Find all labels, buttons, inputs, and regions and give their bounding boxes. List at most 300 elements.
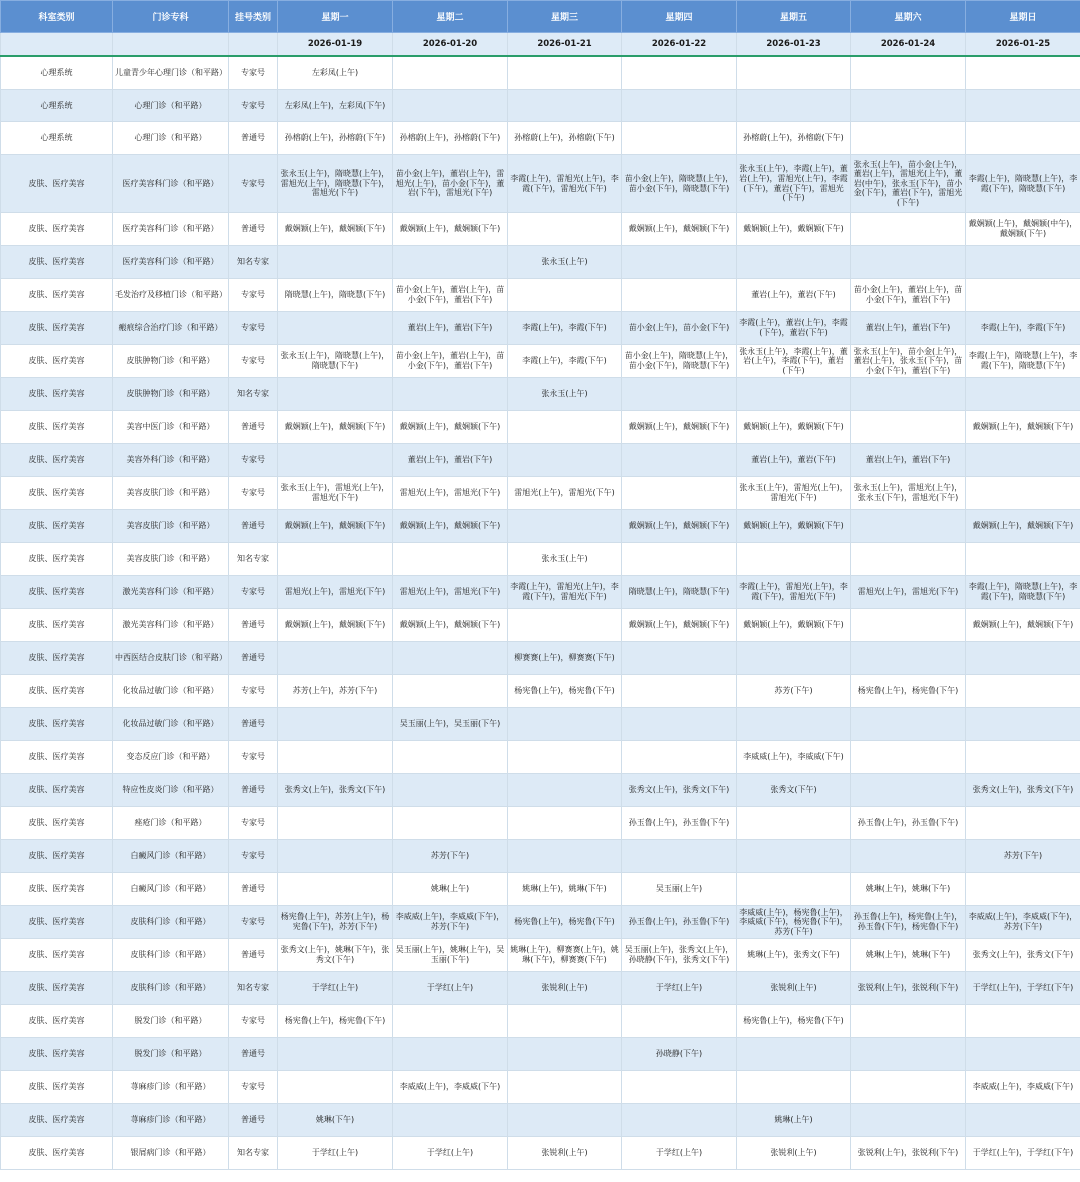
- dept-cell: 皮肤、医疗美容: [1, 1005, 113, 1038]
- schedule-cell: [393, 56, 508, 90]
- dept-cell: 心理系统: [1, 122, 113, 155]
- schedule-cell: 苏芳(下午): [737, 675, 851, 708]
- table-row: [1, 444, 1080, 477]
- clinic-cell: 中西医结合皮肤门诊（和平路）: [113, 642, 229, 675]
- schedule-cell: 张秀文(上午)，张秀文(下午): [278, 774, 393, 807]
- dept-cell: 皮肤、医疗美容: [1, 543, 113, 576]
- schedule-cell: [851, 411, 966, 444]
- column-header: 星期六: [851, 1, 966, 33]
- schedule-cell: [851, 741, 966, 774]
- dept-cell: 皮肤、医疗美容: [1, 741, 113, 774]
- table-row: [1, 1104, 1080, 1137]
- schedule-cell: 姚琳(上午)，柳赛赛(上午)，姚琳(下午)，柳赛赛(下午): [508, 939, 622, 972]
- schedule-cell: 孙玉鲁(上午)，孙玉鲁(下午): [622, 906, 737, 939]
- schedule-cell: [278, 708, 393, 741]
- schedule-cell: [622, 1071, 737, 1104]
- reg-type-cell: 普通号: [229, 774, 278, 807]
- reg-type-cell: 专家号: [229, 279, 278, 312]
- schedule-cell: [851, 1005, 966, 1038]
- table-row: [1, 873, 1080, 906]
- clinic-cell: 医疗美容科门诊（和平路）: [113, 213, 229, 246]
- reg-type-cell: 专家号: [229, 90, 278, 122]
- clinic-cell: 特应性皮炎门诊（和平路）: [113, 774, 229, 807]
- schedule-cell: 左彩凤(上午)，左彩凤(下午): [278, 90, 393, 122]
- date-row: [1, 33, 1080, 57]
- schedule-cell: [393, 90, 508, 122]
- clinic-cell: 变态反应门诊（和平路）: [113, 741, 229, 774]
- schedule-cell: [508, 741, 622, 774]
- schedule-cell: 苗小金(上午)，隋晓慧(上午)，苗小金(下午)，隋晓慧(下午): [622, 155, 737, 213]
- schedule-cell: 于学红(上午): [622, 972, 737, 1005]
- schedule-cell: 戴娴颖(上午)，戴娴颖(下午): [737, 609, 851, 642]
- reg-type-cell: 专家号: [229, 906, 278, 939]
- clinic-cell: 脱发门诊（和平路）: [113, 1005, 229, 1038]
- schedule-cell: [393, 774, 508, 807]
- clinic-cell: 医疗美容科门诊（和平路）: [113, 246, 229, 279]
- schedule-cell: 戴娴颖(上午)，戴娴颖(下午): [393, 510, 508, 543]
- schedule-cell: [278, 444, 393, 477]
- schedule-cell: 隋晓慧(上午)，隋晓慧(下午): [278, 279, 393, 312]
- schedule-cell: [278, 543, 393, 576]
- schedule-cell: [622, 477, 737, 510]
- schedule-cell: 戴娴颖(上午)，戴娴颖(下午): [966, 411, 1080, 444]
- dept-cell: 皮肤、医疗美容: [1, 510, 113, 543]
- schedule-cell: 张永玉(上午)，隋晓慧(上午)，雷旭光(上午)，隋晓慧(下午)，雷旭光(下午): [278, 155, 393, 213]
- reg-type-cell: 专家号: [229, 155, 278, 213]
- clinic-cell: 心理门诊（和平路）: [113, 122, 229, 155]
- clinic-cell: 心理门诊（和平路）: [113, 90, 229, 122]
- schedule-cell: [622, 1104, 737, 1137]
- table-row: [1, 122, 1080, 155]
- schedule-cell: [393, 741, 508, 774]
- schedule-cell: 苏芳(下午): [393, 840, 508, 873]
- schedule-cell: 苗小金(上午)，董岩(上午)，苗小金(下午)，董岩(下午): [393, 345, 508, 378]
- dept-cell: 皮肤、医疗美容: [1, 477, 113, 510]
- dept-cell: 皮肤、医疗美容: [1, 411, 113, 444]
- clinic-cell: 皮肤肿物门诊（和平路）: [113, 345, 229, 378]
- schedule-cell: 苗小金(上午)，董岩(上午)，苗小金(下午)，董岩(下午): [393, 279, 508, 312]
- reg-type-cell: 专家号: [229, 56, 278, 90]
- table-row: [1, 675, 1080, 708]
- schedule-cell: [966, 675, 1080, 708]
- schedule-cell: 戴娴颖(上午)，戴娴颖(下午): [966, 510, 1080, 543]
- dept-cell: 皮肤、医疗美容: [1, 246, 113, 279]
- schedule-cell: [851, 840, 966, 873]
- reg-type-cell: 普通号: [229, 1104, 278, 1137]
- date-header-empty: [1, 33, 113, 57]
- schedule-cell: 杨宪鲁(上午)，杨宪鲁(下午): [508, 675, 622, 708]
- reg-type-cell: 普通号: [229, 609, 278, 642]
- schedule-cell: 苗小金(上午)，苗小金(下午): [622, 312, 737, 345]
- table-row: [1, 411, 1080, 444]
- schedule-cell: 董岩(上午)，董岩(下午): [393, 444, 508, 477]
- schedule-cell: [851, 122, 966, 155]
- reg-type-cell: 专家号: [229, 345, 278, 378]
- schedule-cell: [508, 56, 622, 90]
- table-row: [1, 708, 1080, 741]
- reg-type-cell: 知名专家: [229, 246, 278, 279]
- schedule-cell: 李霞(上午)，隋晓慧(上午)，李霞(下午)，隋晓慧(下午): [966, 345, 1080, 378]
- date-header: 2026-01-21: [508, 33, 622, 57]
- clinic-cell: 脱发门诊（和平路）: [113, 1038, 229, 1071]
- schedule-cell: 张秀文(上午)，姚琳(下午)，张秀文(下午): [278, 939, 393, 972]
- schedule-cell: 张锐利(上午)，张锐利(下午): [851, 972, 966, 1005]
- schedule-cell: 张锐利(上午): [737, 1137, 851, 1170]
- schedule-cell: [851, 543, 966, 576]
- schedule-cell: 于学红(上午): [278, 1137, 393, 1170]
- schedule-cell: [508, 1038, 622, 1071]
- dept-cell: 心理系统: [1, 90, 113, 122]
- schedule-cell: 张永玉(上午)，隋晓慧(上午)，隋晓慧(下午): [278, 345, 393, 378]
- dept-cell: 皮肤、医疗美容: [1, 1137, 113, 1170]
- clinic-cell: 化妆品过敏门诊（和平路）: [113, 708, 229, 741]
- clinic-cell: 瘢痕综合治疗门诊（和平路）: [113, 312, 229, 345]
- schedule-cell: 李威威(上午)，杨宪鲁(上午)，李威威(下午)，杨宪鲁(下午)，苏芳(下午): [737, 906, 851, 939]
- column-header: 星期日: [966, 1, 1080, 33]
- schedule-cell: 戴娴颖(上午)，戴娴颖(下午): [622, 510, 737, 543]
- table-row: [1, 1038, 1080, 1071]
- schedule-cell: 张永玉(上午)，李霞(上午)，董岩(上午)，李霞(下午)，董岩(下午): [737, 345, 851, 378]
- schedule-cell: [851, 642, 966, 675]
- date-header-empty: [229, 33, 278, 57]
- schedule-cell: 张秀文(上午)，张秀文(下午): [966, 774, 1080, 807]
- schedule-cell: [393, 642, 508, 675]
- schedule-cell: [508, 1005, 622, 1038]
- schedule-cell: 戴娴颖(上午)，戴娴颖(下午): [737, 411, 851, 444]
- schedule-cell: [622, 444, 737, 477]
- schedule-cell: 杨宪鲁(上午)，杨宪鲁(下午): [851, 675, 966, 708]
- table-row: [1, 543, 1080, 576]
- schedule-cell: 张秀文(上午)，张秀文(下午): [966, 939, 1080, 972]
- schedule-cell: [622, 741, 737, 774]
- reg-type-cell: 专家号: [229, 477, 278, 510]
- schedule-cell: 李霞(上午)，雷旭光(上午)，李霞(下午)，雷旭光(下午): [508, 155, 622, 213]
- schedule-cell: [737, 56, 851, 90]
- schedule-cell: 苗小金(上午)，董岩(上午)，雷旭光(上午)，苗小金(下午)，董岩(下午)，雷旭光(下午): [393, 155, 508, 213]
- schedule-cell: [737, 708, 851, 741]
- reg-type-cell: 知名专家: [229, 1137, 278, 1170]
- table-row: [1, 213, 1080, 246]
- schedule-cell: [966, 873, 1080, 906]
- schedule-cell: [737, 543, 851, 576]
- reg-type-cell: 普通号: [229, 939, 278, 972]
- schedule-cell: [851, 1071, 966, 1104]
- schedule-cell: 苏芳(下午): [966, 840, 1080, 873]
- table-row: [1, 972, 1080, 1005]
- schedule-cell: [966, 807, 1080, 840]
- table-row: [1, 56, 1080, 90]
- schedule-cell: [278, 642, 393, 675]
- dept-cell: 皮肤、医疗美容: [1, 840, 113, 873]
- dept-cell: 心理系统: [1, 56, 113, 90]
- schedule-cell: [393, 378, 508, 411]
- schedule-cell: [622, 675, 737, 708]
- schedule-cell: [622, 708, 737, 741]
- schedule-cell: [508, 213, 622, 246]
- date-header: 2026-01-25: [966, 33, 1080, 57]
- dept-cell: 皮肤、医疗美容: [1, 609, 113, 642]
- schedule-cell: 戴娴颖(上午)，戴娴颖(下午): [393, 411, 508, 444]
- schedule-cell: 杨宪鲁(上午)，杨宪鲁(下午): [508, 906, 622, 939]
- clinic-cell: 激光美容科门诊（和平路）: [113, 576, 229, 609]
- schedule-cell: 董岩(上午)，董岩(下午): [393, 312, 508, 345]
- table-row: [1, 774, 1080, 807]
- schedule-cell: 于学红(上午): [393, 1137, 508, 1170]
- reg-type-cell: 普通号: [229, 642, 278, 675]
- schedule-cell: [737, 246, 851, 279]
- dept-cell: 皮肤、医疗美容: [1, 873, 113, 906]
- schedule-cell: 吴玉丽(上午): [622, 873, 737, 906]
- schedule-cell: [966, 56, 1080, 90]
- table-row: [1, 1137, 1080, 1170]
- schedule-cell: 吴玉丽(上午)，张秀文(上午)，孙晓静(下午)，张秀文(下午): [622, 939, 737, 972]
- reg-type-cell: 普通号: [229, 708, 278, 741]
- schedule-cell: 孙榕蔚(上午)，孙榕蔚(下午): [737, 122, 851, 155]
- dept-cell: 皮肤、医疗美容: [1, 1104, 113, 1137]
- schedule-cell: [966, 642, 1080, 675]
- dept-cell: 皮肤、医疗美容: [1, 675, 113, 708]
- table-row: [1, 576, 1080, 609]
- date-header: 2026-01-20: [393, 33, 508, 57]
- schedule-cell: [278, 246, 393, 279]
- schedule-cell: 张永玉(上午)，雷旭光(上午)，雷旭光(下午): [737, 477, 851, 510]
- schedule-cell: 戴娴颖(上午)，戴娴颖(中午)，戴娴颖(下午): [966, 213, 1080, 246]
- schedule-cell: 张秀文(下午): [737, 774, 851, 807]
- schedule-cell: [966, 246, 1080, 279]
- schedule-cell: [278, 741, 393, 774]
- table-row: [1, 642, 1080, 675]
- schedule-cell: [508, 90, 622, 122]
- reg-type-cell: 知名专家: [229, 378, 278, 411]
- clinic-cell: 毛发治疗及移植门诊（和平路）: [113, 279, 229, 312]
- schedule-cell: [966, 477, 1080, 510]
- table-row: [1, 155, 1080, 213]
- dept-cell: 皮肤、医疗美容: [1, 1071, 113, 1104]
- schedule-cell: 雷旭光(上午)，雷旭光(下午): [393, 477, 508, 510]
- schedule-cell: [393, 1005, 508, 1038]
- reg-type-cell: 专家号: [229, 675, 278, 708]
- dept-cell: 皮肤、医疗美容: [1, 345, 113, 378]
- dept-cell: 皮肤、医疗美容: [1, 576, 113, 609]
- schedule-cell: 姚琳(上午)，姚琳(下午): [508, 873, 622, 906]
- schedule-cell: [622, 90, 737, 122]
- clinic-cell: 白癜风门诊（和平路）: [113, 873, 229, 906]
- table-row: [1, 1071, 1080, 1104]
- schedule-cell: [622, 246, 737, 279]
- schedule-cell: [622, 122, 737, 155]
- dept-cell: 皮肤、医疗美容: [1, 444, 113, 477]
- schedule-cell: 张永玉(上午)，苗小金(上午)，董岩(上午)，雷旭光(上午)，董岩(中午)，张永玉(下午)，苗小金(下午)，董岩(下午)，雷旭光(下午): [851, 155, 966, 213]
- schedule-cell: 雷旭光(上午)，雷旭光(下午): [278, 576, 393, 609]
- schedule-cell: [851, 708, 966, 741]
- schedule-cell: [278, 840, 393, 873]
- schedule-cell: 戴娴颖(上午)，戴娴颖(下午): [393, 213, 508, 246]
- schedule-cell: 戴娴颖(上午)，戴娴颖(下午): [278, 510, 393, 543]
- schedule-cell: 姚琳(下午): [278, 1104, 393, 1137]
- clinic-cell: 医疗美容科门诊（和平路）: [113, 155, 229, 213]
- clinic-cell: 美容皮肤门诊（和平路）: [113, 510, 229, 543]
- table-row: [1, 1005, 1080, 1038]
- clinic-cell: 荨麻疹门诊（和平路）: [113, 1071, 229, 1104]
- schedule-cell: 孙榕蔚(上午)，孙榕蔚(下午): [393, 122, 508, 155]
- table-row: [1, 906, 1080, 939]
- reg-type-cell: 专家号: [229, 444, 278, 477]
- schedule-cell: [508, 840, 622, 873]
- schedule-cell: 张锐利(上午): [508, 972, 622, 1005]
- dept-cell: 皮肤、医疗美容: [1, 378, 113, 411]
- schedule-cell: [508, 411, 622, 444]
- schedule-cell: 董岩(上午)，董岩(下午): [737, 279, 851, 312]
- reg-type-cell: 普通号: [229, 1038, 278, 1071]
- schedule-cell: [851, 90, 966, 122]
- schedule-cell: [851, 510, 966, 543]
- column-header: 挂号类别: [229, 1, 278, 33]
- clinic-cell: 银屑病门诊（和平路）: [113, 1137, 229, 1170]
- clinic-cell: 皮肤肿物门诊（和平路）: [113, 378, 229, 411]
- schedule-cell: 张锐利(上午): [508, 1137, 622, 1170]
- schedule-cell: [622, 543, 737, 576]
- schedule-cell: 李威威(上午)，李威威(下午): [737, 741, 851, 774]
- schedule-cell: 张锐利(上午): [737, 972, 851, 1005]
- column-header: 星期二: [393, 1, 508, 33]
- schedule-cell: [508, 279, 622, 312]
- reg-type-cell: 普通号: [229, 213, 278, 246]
- clinic-cell: 皮肤科门诊（和平路）: [113, 939, 229, 972]
- schedule-cell: [278, 873, 393, 906]
- schedule-cell: 戴娴颖(上午)，戴娴颖(下午): [393, 609, 508, 642]
- schedule-cell: 李霞(上午)，隋晓慧(上午)，李霞(下午)，隋晓慧(下午): [966, 155, 1080, 213]
- reg-type-cell: 知名专家: [229, 543, 278, 576]
- schedule-cell: [278, 1038, 393, 1071]
- schedule-cell: 苗小金(上午)，董岩(上午)，苗小金(下午)，董岩(下午): [851, 279, 966, 312]
- reg-type-cell: 普通号: [229, 411, 278, 444]
- schedule-cell: [278, 1071, 393, 1104]
- date-header: 2026-01-23: [737, 33, 851, 57]
- schedule-cell: [851, 378, 966, 411]
- schedule-cell: 张秀文(上午)，张秀文(下午): [622, 774, 737, 807]
- schedule-cell: [393, 807, 508, 840]
- date-header-empty: [113, 33, 229, 57]
- schedule-cell: 姚琳(上午)，张秀文(下午): [737, 939, 851, 972]
- schedule-cell: 李霞(上午)，李霞(下午): [966, 312, 1080, 345]
- dept-cell: 皮肤、医疗美容: [1, 708, 113, 741]
- clinic-cell: 美容皮肤门诊（和平路）: [113, 477, 229, 510]
- schedule-cell: [737, 1071, 851, 1104]
- schedule-cell: [393, 246, 508, 279]
- schedule-cell: [278, 312, 393, 345]
- schedule-cell: 张永玉(上午): [508, 246, 622, 279]
- schedule-cell: 姚琳(上午): [393, 873, 508, 906]
- clinic-cell: 化妆品过敏门诊（和平路）: [113, 675, 229, 708]
- table-row: [1, 510, 1080, 543]
- dept-cell: 皮肤、医疗美容: [1, 213, 113, 246]
- schedule-cell: 杨宪鲁(上午)，苏芳(上午)，杨宪鲁(下午)，苏芳(下午): [278, 906, 393, 939]
- schedule-cell: 吴玉丽(上午)，吴玉丽(下午): [393, 708, 508, 741]
- clinic-cell: 白癜风门诊（和平路）: [113, 840, 229, 873]
- schedule-cell: 李威威(上午)，李威威(下午)，苏芳(下午): [966, 906, 1080, 939]
- schedule-cell: 李霞(上午)，董岩(上午)，李霞(下午)，董岩(下午): [737, 312, 851, 345]
- table-row: [1, 246, 1080, 279]
- clinic-cell: 美容皮肤门诊（和平路）: [113, 543, 229, 576]
- schedule-cell: 雷旭光(上午)，雷旭光(下午): [851, 576, 966, 609]
- schedule-cell: [966, 543, 1080, 576]
- reg-type-cell: 专家号: [229, 840, 278, 873]
- schedule-cell: 戴娴颖(上午)，戴娴颖(下午): [622, 411, 737, 444]
- schedule-cell: [393, 543, 508, 576]
- schedule-cell: [393, 675, 508, 708]
- table-row: [1, 840, 1080, 873]
- schedule-cell: 于学红(上午)，于学红(下午): [966, 1137, 1080, 1170]
- schedule-cell: [393, 1038, 508, 1071]
- schedule-cell: 戴娴颖(上午)，戴娴颖(下午): [966, 609, 1080, 642]
- schedule-cell: [966, 1005, 1080, 1038]
- reg-type-cell: 专家号: [229, 1005, 278, 1038]
- dept-cell: 皮肤、医疗美容: [1, 807, 113, 840]
- clinic-cell: 儿童青少年心理门诊（和平路）: [113, 56, 229, 90]
- schedule-cell: 戴娴颖(上午)，戴娴颖(下午): [622, 213, 737, 246]
- schedule-cell: 于学红(上午): [393, 972, 508, 1005]
- schedule-cell: [508, 1071, 622, 1104]
- header-row: [1, 1, 1080, 33]
- reg-type-cell: 专家号: [229, 741, 278, 774]
- schedule-cell: 孙玉鲁(上午)，孙玉鲁(下午): [622, 807, 737, 840]
- schedule-cell: 戴娴颖(上午)，戴娴颖(下午): [278, 411, 393, 444]
- schedule-cell: 董岩(上午)，董岩(下午): [851, 444, 966, 477]
- schedule-cell: 姚琳(上午)，姚琳(下午): [851, 939, 966, 972]
- schedule-cell: 孙晓静(下午): [622, 1038, 737, 1071]
- schedule-cell: 张永玉(上午)，苗小金(上午)，董岩(上午)，张永玉(下午)，苗小金(下午)，董岩(下午): [851, 345, 966, 378]
- schedule-cell: 柳赛赛(上午)，柳赛赛(下午): [508, 642, 622, 675]
- dept-cell: 皮肤、医疗美容: [1, 1038, 113, 1071]
- schedule-cell: 李霞(上午)，雷旭光(上午)，李霞(下午)，雷旭光(下午): [508, 576, 622, 609]
- clinic-cell: 痤疮门诊（和平路）: [113, 807, 229, 840]
- schedule-cell: [278, 378, 393, 411]
- schedule-cell: [737, 90, 851, 122]
- table-row: [1, 378, 1080, 411]
- schedule-cell: 杨宪鲁(上午)，杨宪鲁(下午): [278, 1005, 393, 1038]
- date-header: 2026-01-22: [622, 33, 737, 57]
- schedule-cell: [622, 1005, 737, 1038]
- schedule-cell: 雷旭光(上午)，雷旭光(下午): [508, 477, 622, 510]
- schedule-cell: [851, 213, 966, 246]
- schedule-cell: [737, 1038, 851, 1071]
- schedule-cell: [508, 708, 622, 741]
- schedule-cell: 左彩凤(上午): [278, 56, 393, 90]
- schedule-cell: 隋晓慧(上午)，隋晓慧(下午): [622, 576, 737, 609]
- schedule-cell: 张永玉(上午): [508, 543, 622, 576]
- schedule-cell: 苗小金(上午)，隋晓慧(上午)，苗小金(下午)，隋晓慧(下午): [622, 345, 737, 378]
- schedule-cell: 李威威(上午)，李威威(下午): [393, 1071, 508, 1104]
- schedule-cell: [851, 56, 966, 90]
- dept-cell: 皮肤、医疗美容: [1, 774, 113, 807]
- schedule-cell: [622, 378, 737, 411]
- schedule-cell: [278, 807, 393, 840]
- schedule-cell: 张永玉(上午)，雷旭光(上午)，张永玉(下午)，雷旭光(下午): [851, 477, 966, 510]
- schedule-cell: [508, 774, 622, 807]
- dept-cell: 皮肤、医疗美容: [1, 906, 113, 939]
- schedule-cell: [966, 1104, 1080, 1137]
- schedule-cell: 李霞(上午)，李霞(下午): [508, 345, 622, 378]
- clinic-cell: 皮肤科门诊（和平路）: [113, 972, 229, 1005]
- schedule-cell: [622, 56, 737, 90]
- schedule-cell: 董岩(上午)，董岩(下午): [851, 312, 966, 345]
- schedule-cell: 杨宪鲁(上午)，杨宪鲁(下午): [737, 1005, 851, 1038]
- schedule-cell: 雷旭光(上午)，雷旭光(下午): [393, 576, 508, 609]
- schedule-cell: 于学红(上午)，于学红(下午): [966, 972, 1080, 1005]
- dept-cell: 皮肤、医疗美容: [1, 642, 113, 675]
- schedule-cell: 吴玉丽(上午)，姚琳(上午)，吴玉丽(下午): [393, 939, 508, 972]
- schedule-cell: [966, 378, 1080, 411]
